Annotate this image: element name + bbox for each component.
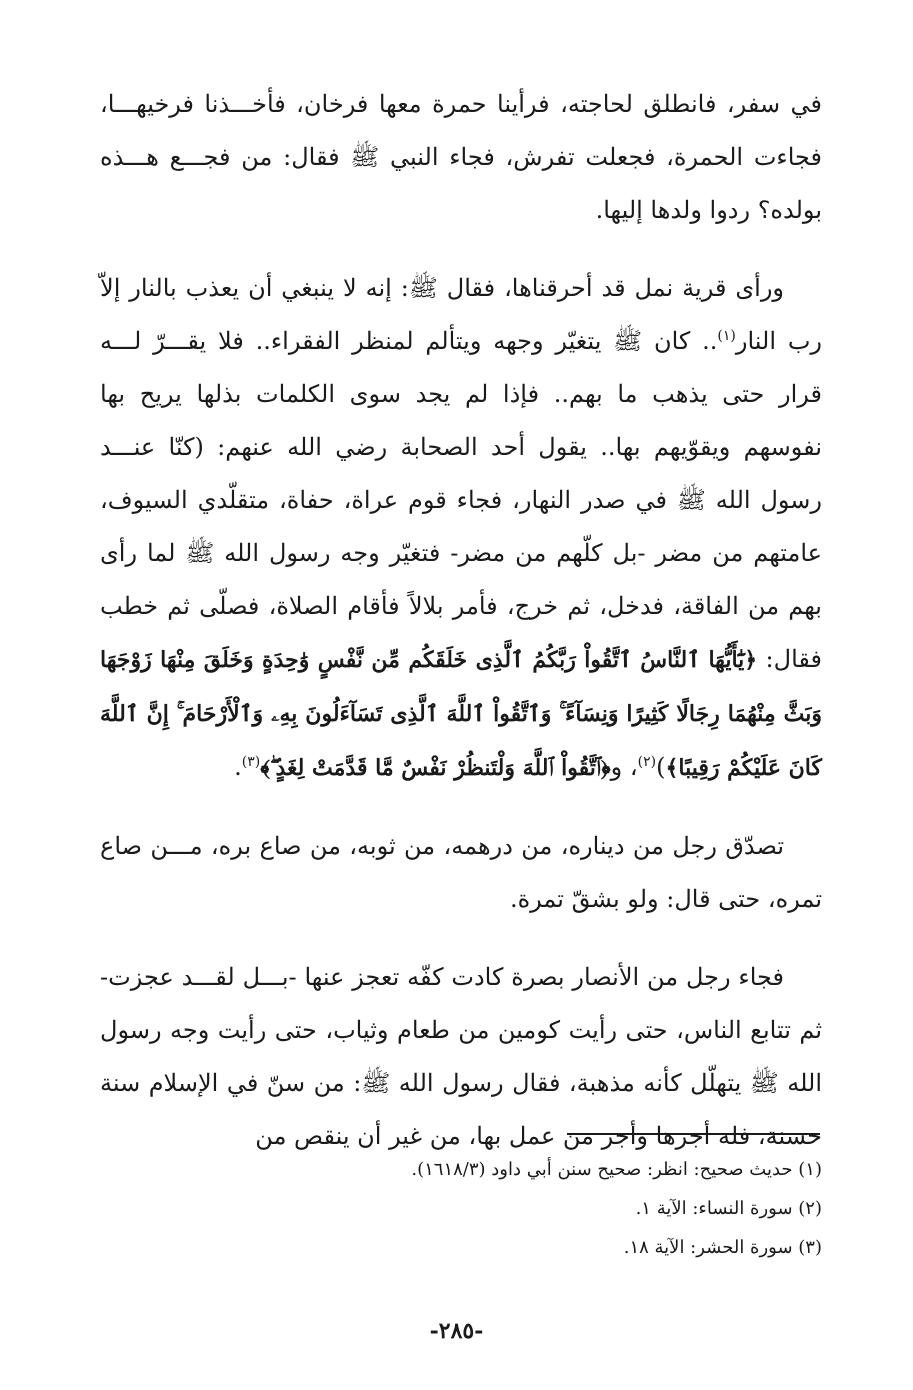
footnote-1: (١) حديث صحيح: انظر: صحيح سنن أبي داود (١٦١٨/٣).: [411, 1159, 822, 1180]
paragraph-3: تصدّق رجل من ديناره، من درهمه، من ثوبه، من صاع بره، مـــن صاع تمره، حتى قال: ولو بشقّ تمرة.: [100, 832, 822, 913]
footnotes: [300, 1150, 822, 1267]
page-body: [100, 78, 822, 1188]
quran-verse-hashr: ﴿ٱتَّقُواْ ٱللَّهَ وَلْتَنظُرْ نَفْسٌ مَّا قَدَّمَتْ لِغَدٍ ۖ﴾: [260, 755, 611, 781]
footnote-ref-2: (٢): [637, 754, 657, 770]
footnote-3: (٣) سورة الحشر: الآية ١٨.: [623, 1237, 822, 1258]
connector-text: ، و: [610, 753, 638, 781]
quran-verse-close: ): [656, 753, 666, 781]
page-number: -٢٨٥-: [429, 1318, 484, 1344]
paragraph-1: في سفر، فانطلق لحاجته، فرأينا حمرة معها فرخان، فأخـــذنا فرخيهـــا، فجاءت الحمرة، فجعلت تفرش، فجاء النبي ﷺ فقال: من فجـــع هـــذه بولده؟ ردوا ولدها إليها.: [100, 90, 823, 224]
footnote-2: (٢) سورة النساء: الآية ١.: [635, 1198, 822, 1219]
footnote-ref-3: (٣): [241, 754, 261, 770]
paragraph-2-body: .. كان ﷺ يتغيّر وجهه ويتألم لمنظر الفقراء.. فلا يقـــرّ لـــه قرار حتى يذهب ما بهم.. فإذا لم يجد سوى الكلمات بذلها يريح بها نفوسهم ويقوّيهم بها.. يقول أحد الصحابة رضي الله عنهم: (كنّا عنـــد رسول الله ﷺ في صدر النهار، فجاء قوم عراة، حفاة، متقلّدي السيوف، عامتهم من مضر -بل كلّهم من مضر- فتغيّر وجه رسول الله ﷺ لما رأى بهم من الفاقة، فدخل، ثم خرج، فأمر بلالاً فأقام الصلاة، فصلّى ثم خطب فقال:: [100, 327, 822, 673]
paragraph-2: [100, 262, 822, 795]
paragraph-2-end: .: [234, 753, 242, 781]
paragraph-4: فجاء رجل من الأنصار بصرة كادت كفّه تعجز عنها -بـــل لقـــد عجزت- ثم تتابع الناس، حتى رأيت كومين من طعام وثياب، حتى رأيت وجه رسول الله ﷺ يتهلّل كأنه مذهبة، فقال رسول الله ﷺ: من سنّ في الإسلام سنة حسنة، فله أجرها وأجر من عمل بها، من غير أن ينقص من: [100, 963, 822, 1150]
footnote-divider: [567, 1133, 820, 1135]
paragraph-2-start: ورأى قرية نمل قد أحرقناها، فقال ﷺ: إنه لا ينبغي أن يعذب بالنار إلاّ رب النار: [100, 274, 823, 355]
footnote-ref-1: (١): [717, 328, 736, 344]
quran-verse-nisa: ﴿يَٰٓأَيُّهَا ٱلنَّاسُ ٱتَّقُواْ رَبَّكُمُ ٱلَّذِى خَلَقَكُم مِّن نَّفْسٍ وَٰحِدَةٍ وَخَلَقَ مِنْهَا زَوْجَهَا وَبَثَّ مِنْهُمَا رِجَالًا كَثِيرًا وَنِسَآءً ۚ وَٱتَّقُواْ ٱللَّهَ ٱلَّذِى تَسَآءَلُونَ بِهِۦ وَٱلْأَرْحَامَ ۚ إِنَّ ٱللَّهَ كَانَ عَلَيْكُمْ رَقِيبًا﴾: [100, 647, 822, 781]
